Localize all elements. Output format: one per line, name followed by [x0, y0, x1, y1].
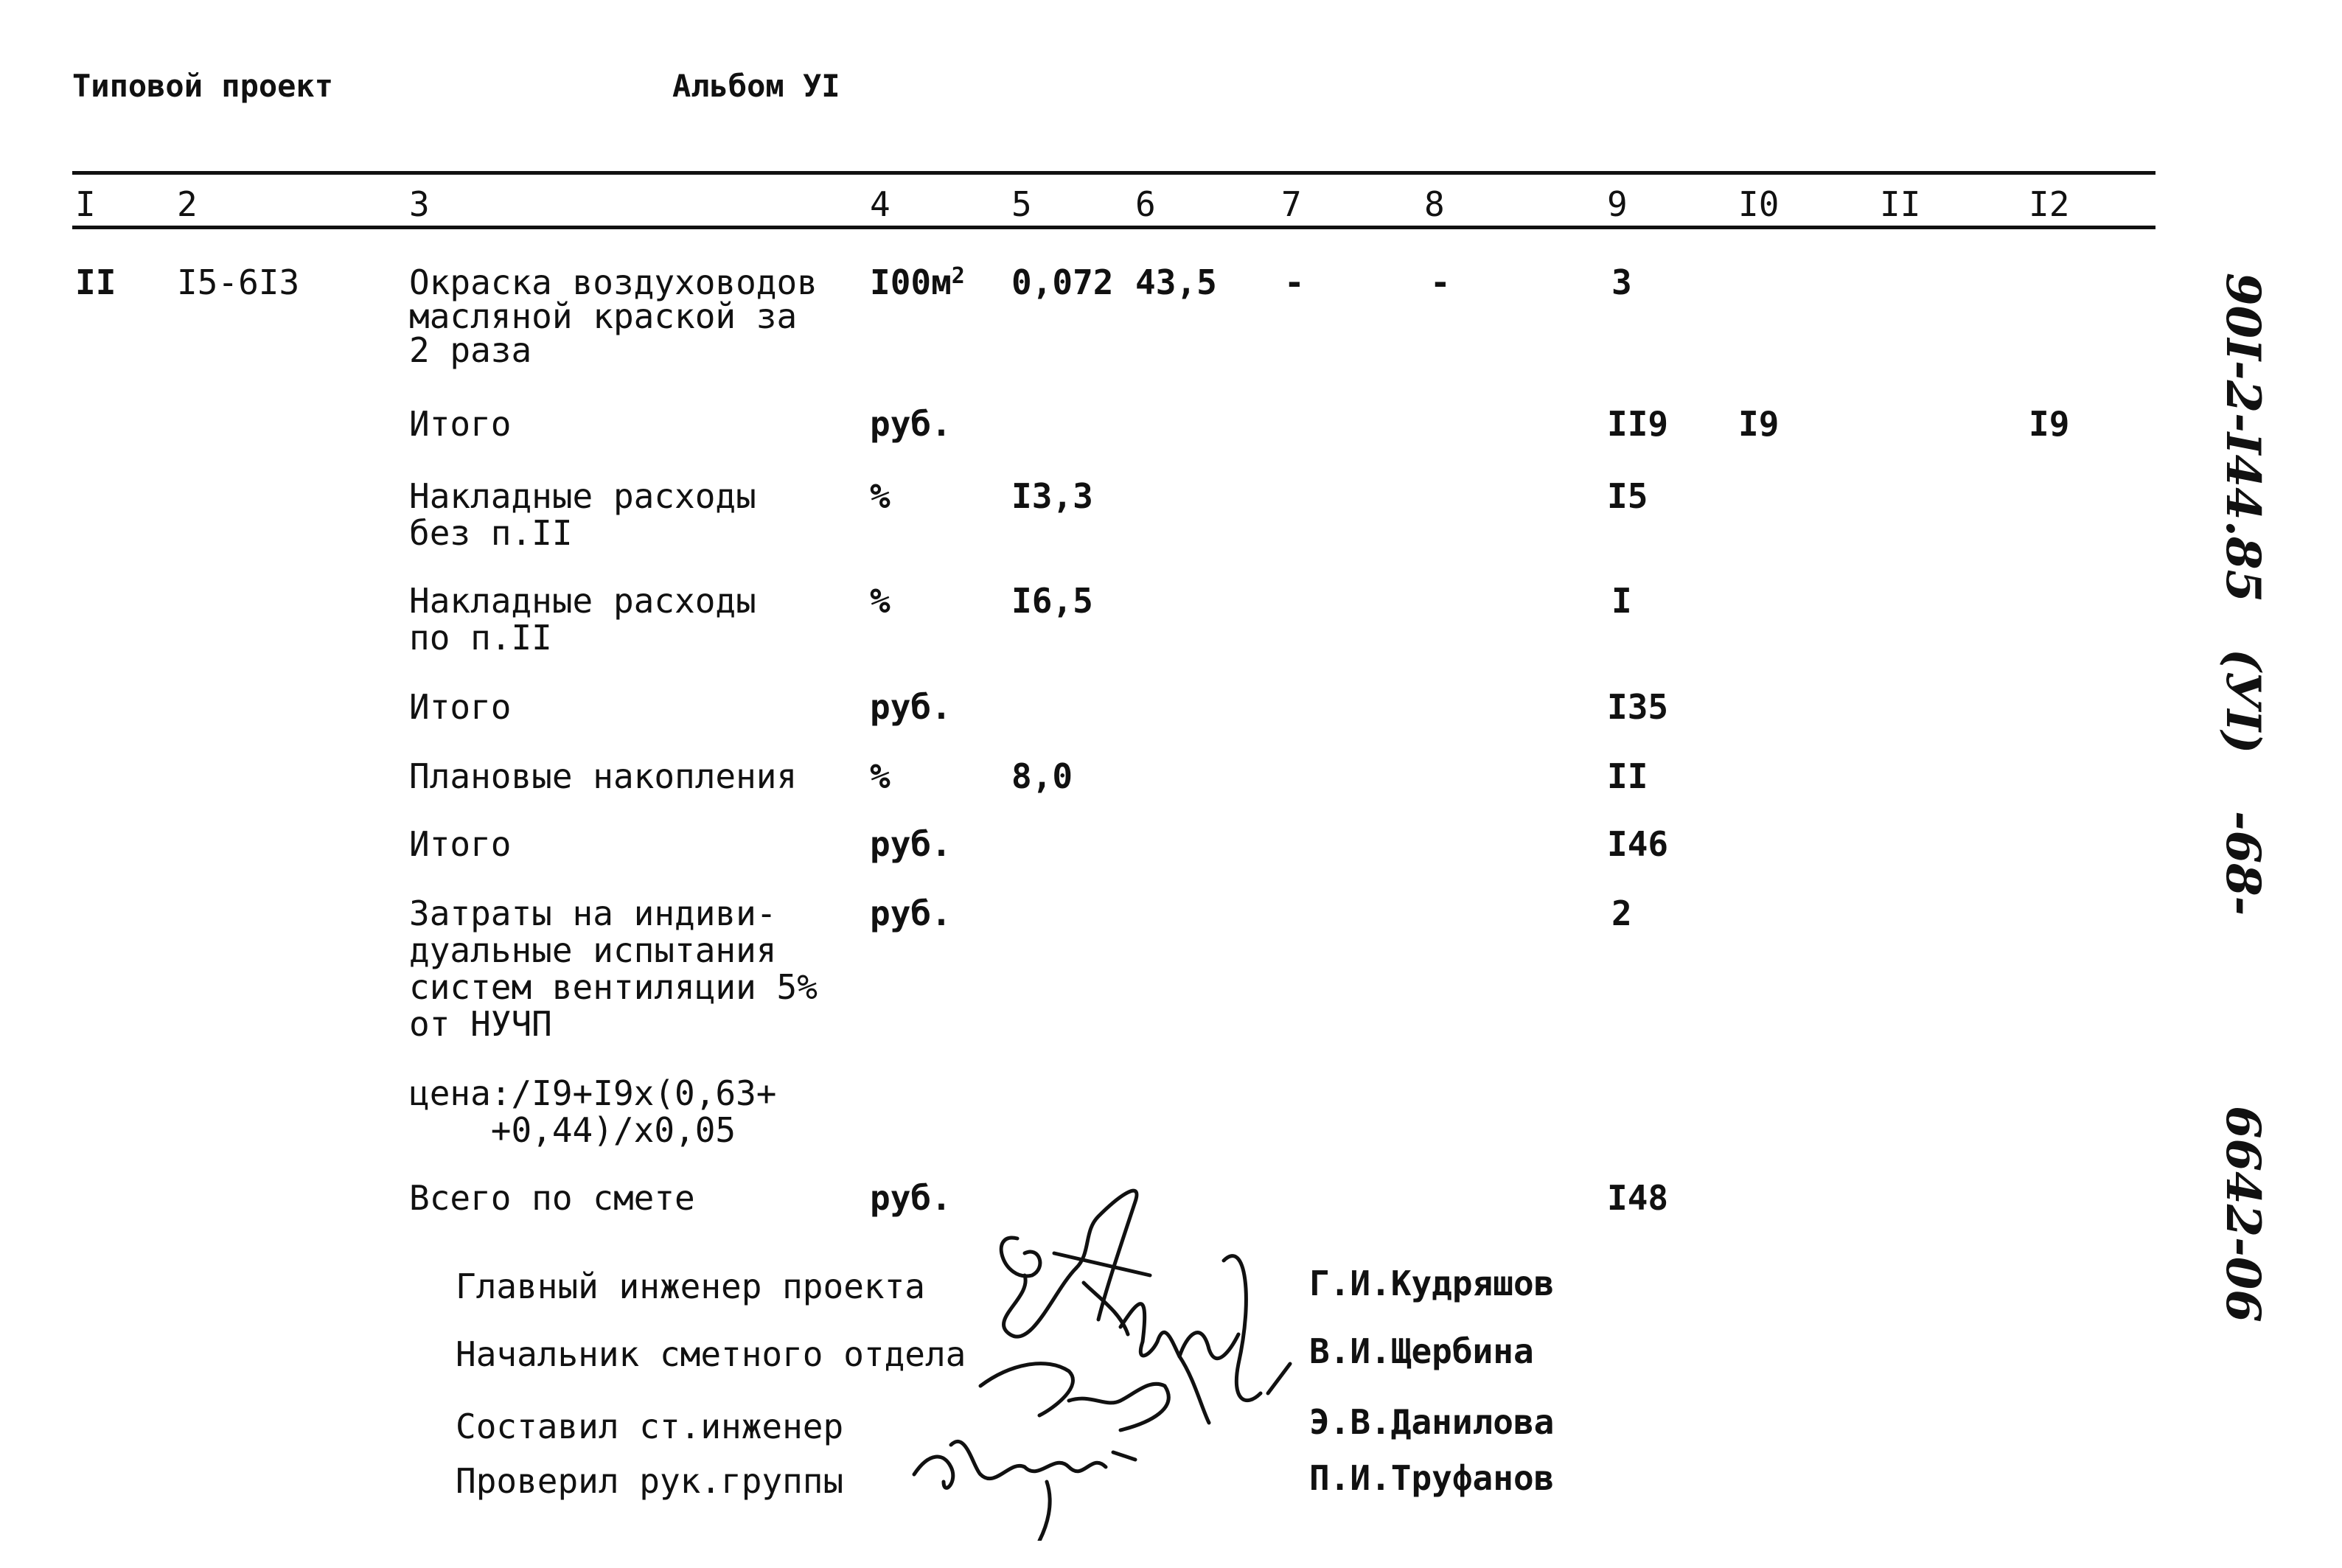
col-header-11: II — [1880, 184, 1921, 224]
col-header-9: 9 — [1607, 184, 1628, 224]
cell-work-line-3: 2 раза — [409, 330, 532, 370]
row-label: Затраты на индиви- дуальные испытания систем вентиляции 5% от НУЧП — [409, 893, 818, 1044]
cell-norm-code: I5-6I3 — [177, 262, 300, 302]
row-col5: I6,5 — [1011, 581, 1093, 621]
row-col12: I9 — [2029, 404, 2070, 444]
signature-name: Э.В.Данилова — [1309, 1402, 1555, 1442]
row-unit: руб. — [870, 824, 952, 864]
side-document-number: 90I-2-I44.85 — [2215, 273, 2270, 602]
signature-role: Составил ст.инженер — [456, 1407, 844, 1446]
row-unit: % — [870, 581, 891, 621]
table-header-rule — [72, 226, 2155, 229]
cell-work-line-1: Окраска воздуховодов — [409, 262, 818, 302]
signature-role: Проверил рук.группы — [456, 1461, 844, 1501]
col-header-7: 7 — [1281, 184, 1302, 224]
row-label: Плановые накопления — [409, 756, 798, 796]
row-col9: II — [1607, 756, 1648, 796]
col-header-5: 5 — [1011, 184, 1032, 224]
col-header-1: I — [75, 184, 96, 224]
side-page-number: -68- — [2215, 811, 2270, 916]
row-unit: % — [870, 476, 891, 516]
col-header-8: 8 — [1424, 184, 1445, 224]
row-label: Всего по смете — [409, 1178, 695, 1218]
col-header-6: 6 — [1135, 184, 1156, 224]
row-unit: % — [870, 756, 891, 796]
row-col9: I46 — [1607, 824, 1669, 864]
side-volume: (УI) — [2215, 649, 2270, 754]
row-col9: I5 — [1607, 476, 1648, 516]
row-col5: I3,3 — [1011, 476, 1093, 516]
handwritten-signatures — [899, 1172, 1312, 1541]
row-label: Накладные расходы без п.II — [409, 476, 756, 553]
table-top-rule — [72, 171, 2155, 175]
row-col9: I48 — [1607, 1178, 1669, 1218]
row-col9: I35 — [1607, 687, 1669, 727]
signature-role: Начальник сметного отдела — [456, 1334, 966, 1374]
row-unit: руб. — [870, 404, 952, 444]
row-col9: I — [1611, 581, 1632, 621]
cell-unit-price: 43,5 — [1135, 262, 1217, 302]
row-col9: II9 — [1607, 404, 1669, 444]
signature-name: П.И.Труфанов — [1309, 1458, 1555, 1498]
price-formula: цена:/I9+I9х(0,63+ +0,44)/х0,05 — [409, 1073, 777, 1150]
col-header-10: I0 — [1738, 184, 1780, 224]
project-type-label: Типовой проект — [72, 68, 334, 104]
cell-work-line-2: масляной краской за — [409, 296, 798, 336]
cell-quantity: 0,072 — [1011, 262, 1114, 302]
row-col9: 2 — [1611, 893, 1632, 933]
row-col5: 8,0 — [1011, 756, 1073, 796]
row-label: Итого — [409, 687, 512, 727]
row-label: Накладные расходы по п.II — [409, 581, 756, 658]
col-header-4: 4 — [870, 184, 891, 224]
row-unit: руб. — [870, 687, 952, 727]
row-col10: I9 — [1738, 404, 1780, 444]
signature-name: В.И.Щербина — [1309, 1331, 1534, 1371]
cell-total: 3 — [1611, 262, 1632, 302]
row-unit: руб. — [870, 1178, 952, 1218]
side-code: 6642-06 — [2215, 1106, 2270, 1323]
album-label: Альбом УI — [672, 68, 840, 104]
cell-col8: - — [1430, 262, 1451, 302]
row-label: Итого — [409, 404, 512, 444]
cell-item-number: II — [75, 262, 116, 302]
signature-role: Главный инженер проекта — [456, 1266, 925, 1306]
col-header-12: I2 — [2029, 184, 2070, 224]
row-unit: руб. — [870, 893, 952, 933]
cell-unit: $I00м^2$ — [870, 262, 965, 302]
signature-name: Г.И.Кудряшов — [1309, 1264, 1555, 1303]
col-header-3: 3 — [409, 184, 430, 224]
col-header-2: 2 — [177, 184, 198, 224]
row-label: Итого — [409, 824, 512, 864]
cell-col7: - — [1284, 262, 1305, 302]
